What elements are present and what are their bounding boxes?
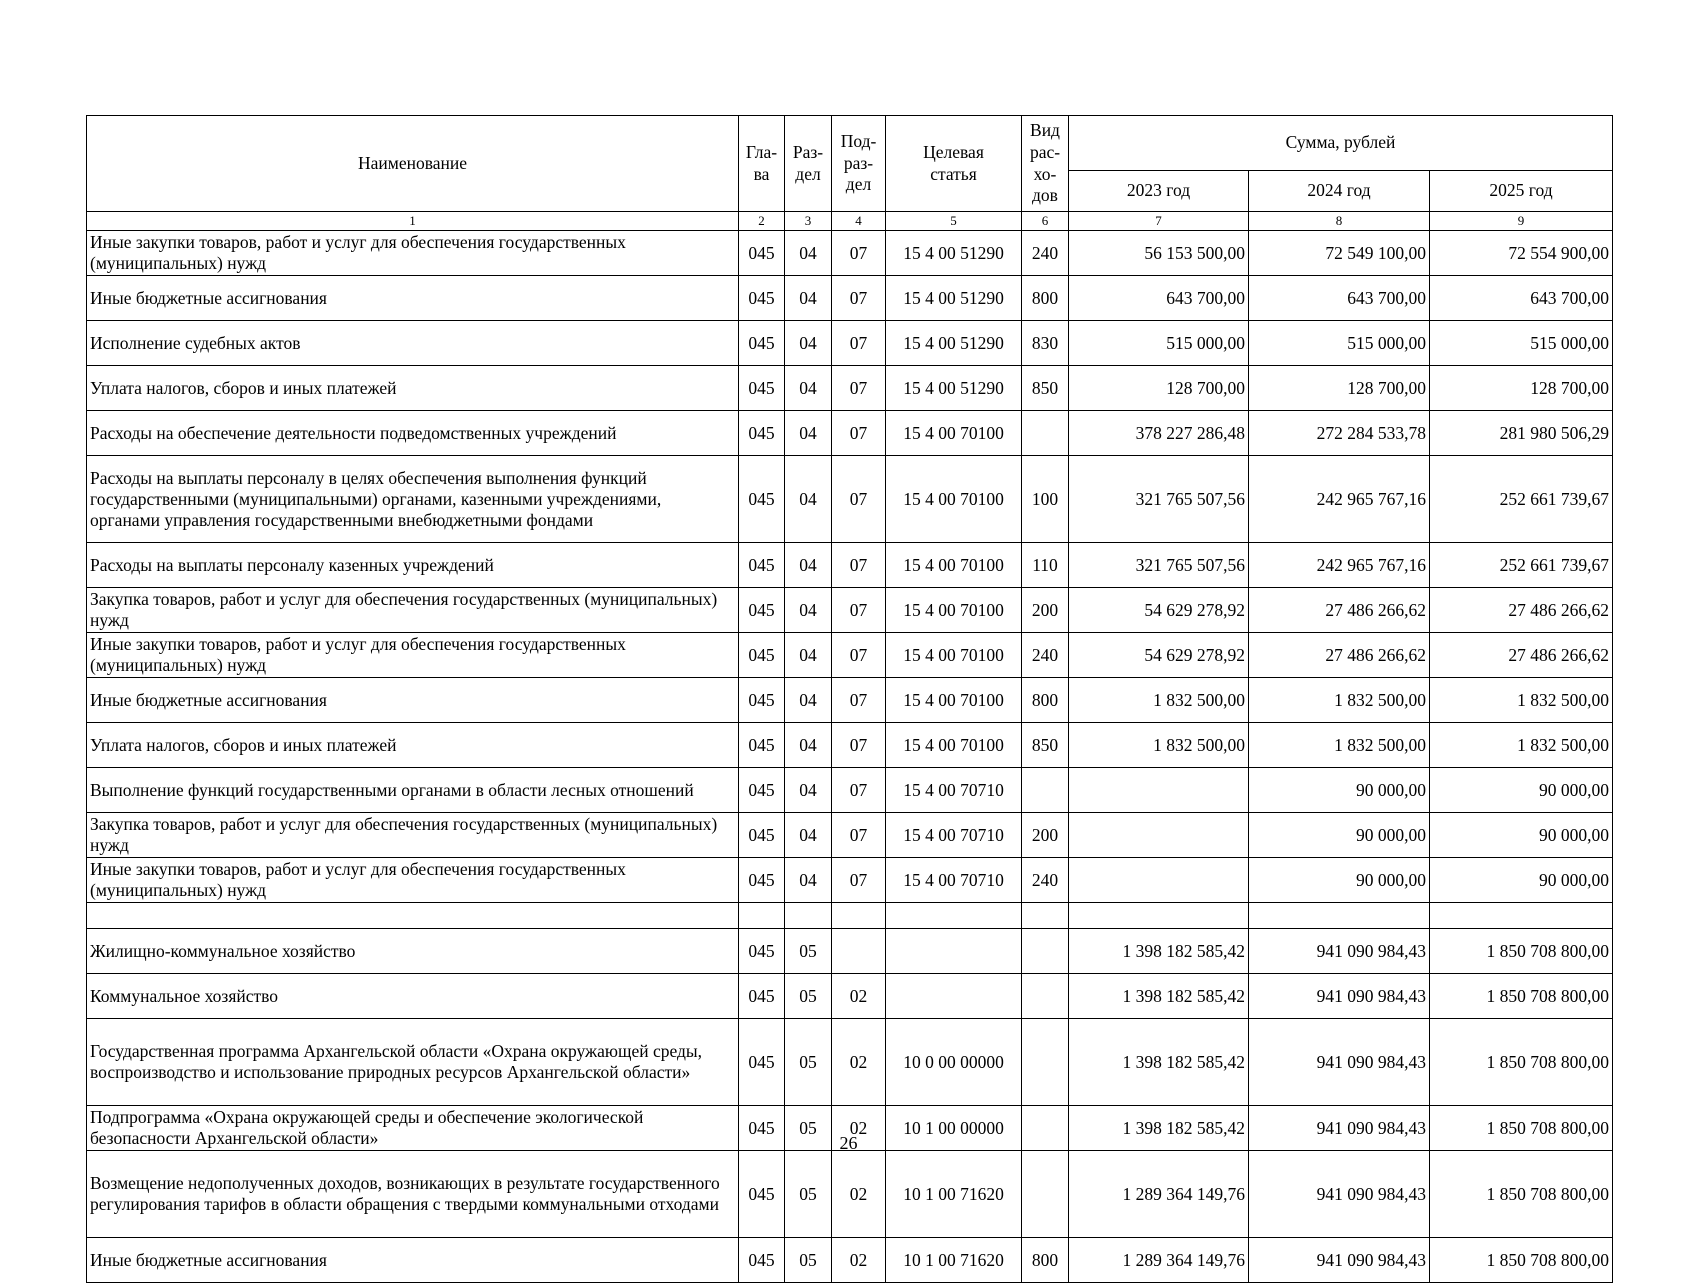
row-amount-2023: 1 289 364 149,76: [1069, 1151, 1249, 1238]
row-target-article: 15 4 00 51290: [886, 231, 1022, 276]
row-amount-2023: 56 153 500,00: [1069, 231, 1249, 276]
row-chapter: 045: [739, 456, 785, 543]
row-amount-2025: 27 486 266,62: [1430, 633, 1613, 678]
row-amount-2025: [1430, 903, 1613, 929]
row-amount-2025: 1 832 500,00: [1430, 678, 1613, 723]
row-amount-2023: 1 289 364 149,76: [1069, 1238, 1249, 1283]
row-chapter: 045: [739, 1151, 785, 1238]
column-number-row: [87, 212, 1613, 231]
row-subsection: 07: [832, 858, 886, 903]
row-section: 05: [785, 974, 832, 1019]
table-row: [87, 276, 1613, 321]
row-subsection: 07: [832, 321, 886, 366]
table-row: [87, 1238, 1613, 1283]
table-row: [87, 543, 1613, 588]
row-target-article: 10 1 00 71620: [886, 1151, 1022, 1238]
row-chapter: 045: [739, 1106, 785, 1151]
row-name: Уплата налогов, сборов и иных платежей: [87, 366, 739, 411]
row-chapter: 045: [739, 633, 785, 678]
row-amount-2025: 252 661 739,67: [1430, 543, 1613, 588]
row-expense-type: 200: [1022, 813, 1069, 858]
row-amount-2023: 1 832 500,00: [1069, 678, 1249, 723]
row-amount-2024: 242 965 767,16: [1249, 543, 1430, 588]
row-expense-type: [1022, 903, 1069, 929]
budget-table: [86, 115, 1613, 1283]
row-subsection: 07: [832, 231, 886, 276]
row-target-article: [886, 974, 1022, 1019]
row-target-article: 15 4 00 51290: [886, 276, 1022, 321]
row-target-article: 15 4 00 51290: [886, 366, 1022, 411]
row-amount-2024: 515 000,00: [1249, 321, 1430, 366]
row-amount-2025: 90 000,00: [1430, 858, 1613, 903]
row-subsection: 02: [832, 1019, 886, 1106]
row-subsection: 07: [832, 723, 886, 768]
row-amount-2025: 252 661 739,67: [1430, 456, 1613, 543]
row-expense-type: 800: [1022, 276, 1069, 321]
row-chapter: [739, 903, 785, 929]
row-amount-2023: 1 398 182 585,42: [1069, 929, 1249, 974]
table-row: [87, 633, 1613, 678]
row-chapter: 045: [739, 231, 785, 276]
row-name: Государственная программа Архангельской области «Охрана окружающей среды, воспроизводство и использование природных ресурсов Архангельской области»: [87, 1019, 739, 1106]
header-subsection: Под- раз- дел: [832, 116, 886, 212]
row-name: Закупка товаров, работ и услуг для обеспечения государственных (муниципальных) нужд: [87, 588, 739, 633]
row-amount-2024: 27 486 266,62: [1249, 588, 1430, 633]
table-row: [87, 929, 1613, 974]
row-amount-2023: 1 832 500,00: [1069, 723, 1249, 768]
row-expense-type: 830: [1022, 321, 1069, 366]
row-target-article: 15 4 00 51290: [886, 321, 1022, 366]
row-expense-type: 200: [1022, 588, 1069, 633]
row-amount-2024: 941 090 984,43: [1249, 1019, 1430, 1106]
row-amount-2025: 128 700,00: [1430, 366, 1613, 411]
row-amount-2023: 378 227 286,48: [1069, 411, 1249, 456]
table-row: [87, 456, 1613, 543]
row-target-article: [886, 929, 1022, 974]
row-amount-2025: 281 980 506,29: [1430, 411, 1613, 456]
row-section: 05: [785, 1106, 832, 1151]
row-name: Расходы на выплаты персоналу казенных учреждений: [87, 543, 739, 588]
row-target-article: [886, 903, 1022, 929]
header-year-2024: 2024 год: [1249, 171, 1430, 212]
row-name: Жилищно-коммунальное хозяйство: [87, 929, 739, 974]
row-name: Коммунальное хозяйство: [87, 974, 739, 1019]
row-target-article: 15 4 00 70100: [886, 588, 1022, 633]
table-row: [87, 231, 1613, 276]
row-name: Закупка товаров, работ и услуг для обеспечения государственных (муниципальных) нужд: [87, 813, 739, 858]
row-subsection: [832, 903, 886, 929]
column-number: 6: [1022, 212, 1069, 231]
row-target-article: 10 1 00 00000: [886, 1106, 1022, 1151]
column-number: 2: [739, 212, 785, 231]
row-name: Иные бюджетные ассигнования: [87, 678, 739, 723]
row-subsection: 02: [832, 974, 886, 1019]
row-amount-2025: 1 850 708 800,00: [1430, 974, 1613, 1019]
row-target-article: 15 4 00 70100: [886, 723, 1022, 768]
row-section: 04: [785, 411, 832, 456]
row-amount-2025: 72 554 900,00: [1430, 231, 1613, 276]
row-subsection: 07: [832, 276, 886, 321]
row-subsection: 07: [832, 678, 886, 723]
row-amount-2023: 128 700,00: [1069, 366, 1249, 411]
row-subsection: 07: [832, 366, 886, 411]
row-chapter: 045: [739, 411, 785, 456]
row-subsection: 07: [832, 633, 886, 678]
row-amount-2024: 1 832 500,00: [1249, 678, 1430, 723]
row-amount-2023: 1 398 182 585,42: [1069, 1019, 1249, 1106]
table-row: [87, 1151, 1613, 1238]
row-name: [87, 903, 739, 929]
row-section: 05: [785, 1151, 832, 1238]
row-name: Иные закупки товаров, работ и услуг для обеспечения государственных (муниципальных) нужд: [87, 231, 739, 276]
row-amount-2025: 1 850 708 800,00: [1430, 1151, 1613, 1238]
row-name: Иные закупки товаров, работ и услуг для обеспечения государственных (муниципальных) нужд: [87, 633, 739, 678]
header-target-article: Целевая статья: [886, 116, 1022, 212]
row-section: 05: [785, 929, 832, 974]
row-amount-2025: 90 000,00: [1430, 768, 1613, 813]
row-amount-2024: 941 090 984,43: [1249, 1106, 1430, 1151]
row-chapter: 045: [739, 678, 785, 723]
row-name: Иные бюджетные ассигнования: [87, 1238, 739, 1283]
row-name: Выполнение функций государственными органами в области лесных отношений: [87, 768, 739, 813]
row-section: 05: [785, 1238, 832, 1283]
column-number: 8: [1249, 212, 1430, 231]
row-expense-type: 850: [1022, 723, 1069, 768]
table-body: [87, 231, 1613, 1283]
table-row: [87, 321, 1613, 366]
row-name: Подпрограмма «Охрана окружающей среды и обеспечение экологической безопасности Архангельской области»: [87, 1106, 739, 1151]
column-number: 5: [886, 212, 1022, 231]
header-expense-type: Вид рас- хо- дов: [1022, 116, 1069, 212]
row-amount-2025: 1 850 708 800,00: [1430, 1019, 1613, 1106]
header-section: Раз- дел: [785, 116, 832, 212]
row-expense-type: [1022, 411, 1069, 456]
row-amount-2024: 90 000,00: [1249, 858, 1430, 903]
row-amount-2025: 1 850 708 800,00: [1430, 929, 1613, 974]
row-section: 04: [785, 588, 832, 633]
row-section: 04: [785, 678, 832, 723]
row-subsection: 07: [832, 588, 886, 633]
column-number: 1: [87, 212, 739, 231]
row-expense-type: 800: [1022, 1238, 1069, 1283]
header-chapter: Гла- ва: [739, 116, 785, 212]
row-section: 04: [785, 276, 832, 321]
column-number: 3: [785, 212, 832, 231]
row-amount-2024: 941 090 984,43: [1249, 1238, 1430, 1283]
table-row: [87, 588, 1613, 633]
row-target-article: 15 4 00 70100: [886, 456, 1022, 543]
row-section: 04: [785, 813, 832, 858]
row-section: 04: [785, 633, 832, 678]
row-subsection: 07: [832, 456, 886, 543]
row-target-article: 10 1 00 71620: [886, 1238, 1022, 1283]
row-chapter: 045: [739, 974, 785, 1019]
row-subsection: 07: [832, 768, 886, 813]
row-amount-2024: 643 700,00: [1249, 276, 1430, 321]
row-section: 04: [785, 231, 832, 276]
row-target-article: 15 4 00 70100: [886, 543, 1022, 588]
row-target-article: 15 4 00 70710: [886, 858, 1022, 903]
row-amount-2023: [1069, 813, 1249, 858]
row-expense-type: 800: [1022, 678, 1069, 723]
row-target-article: 10 0 00 00000: [886, 1019, 1022, 1106]
table-row: [87, 974, 1613, 1019]
row-subsection: [832, 929, 886, 974]
row-amount-2024: 941 090 984,43: [1249, 974, 1430, 1019]
row-amount-2024: 90 000,00: [1249, 768, 1430, 813]
row-section: 05: [785, 1019, 832, 1106]
row-target-article: 15 4 00 70100: [886, 633, 1022, 678]
table-row: [87, 858, 1613, 903]
row-subsection: 02: [832, 1238, 886, 1283]
row-chapter: 045: [739, 858, 785, 903]
row-target-article: 15 4 00 70710: [886, 768, 1022, 813]
row-amount-2025: 1 832 500,00: [1430, 723, 1613, 768]
table-row: [87, 678, 1613, 723]
row-amount-2024: 242 965 767,16: [1249, 456, 1430, 543]
row-chapter: 045: [739, 588, 785, 633]
row-amount-2023: 54 629 278,92: [1069, 633, 1249, 678]
row-amount-2023: 643 700,00: [1069, 276, 1249, 321]
row-expense-type: 110: [1022, 543, 1069, 588]
row-name: Иные бюджетные ассигнования: [87, 276, 739, 321]
row-amount-2024: 941 090 984,43: [1249, 1151, 1430, 1238]
row-amount-2025: 1 850 708 800,00: [1430, 1238, 1613, 1283]
row-chapter: 045: [739, 813, 785, 858]
row-section: 04: [785, 543, 832, 588]
table-row: [87, 366, 1613, 411]
row-name: Расходы на обеспечение деятельности подведомственных учреждений: [87, 411, 739, 456]
row-target-article: 15 4 00 70710: [886, 813, 1022, 858]
row-expense-type: [1022, 768, 1069, 813]
page-number: 26: [839, 1133, 858, 1153]
row-subsection: 07: [832, 543, 886, 588]
row-chapter: 045: [739, 543, 785, 588]
row-expense-type: [1022, 1019, 1069, 1106]
row-name: Исполнение судебных актов: [87, 321, 739, 366]
header-sum-group: Сумма, рублей: [1069, 116, 1613, 171]
row-amount-2025: 643 700,00: [1430, 276, 1613, 321]
row-amount-2023: 1 398 182 585,42: [1069, 1106, 1249, 1151]
row-expense-type: [1022, 1151, 1069, 1238]
row-section: 04: [785, 858, 832, 903]
row-chapter: 045: [739, 321, 785, 366]
row-target-article: 15 4 00 70100: [886, 411, 1022, 456]
row-amount-2024: 27 486 266,62: [1249, 633, 1430, 678]
row-expense-type: 240: [1022, 858, 1069, 903]
row-expense-type: [1022, 974, 1069, 1019]
row-chapter: 045: [739, 276, 785, 321]
row-amount-2025: 1 850 708 800,00: [1430, 1106, 1613, 1151]
row-expense-type: [1022, 929, 1069, 974]
table-row: [87, 411, 1613, 456]
row-amount-2023: 54 629 278,92: [1069, 588, 1249, 633]
row-chapter: 045: [739, 768, 785, 813]
row-amount-2024: 1 832 500,00: [1249, 723, 1430, 768]
header-name: Наименование: [87, 116, 739, 212]
row-amount-2025: 515 000,00: [1430, 321, 1613, 366]
table-row: [87, 813, 1613, 858]
table-row: [87, 723, 1613, 768]
row-section: 04: [785, 723, 832, 768]
table-row: [87, 903, 1613, 929]
row-section: [785, 903, 832, 929]
row-chapter: 045: [739, 1019, 785, 1106]
row-amount-2023: 321 765 507,56: [1069, 543, 1249, 588]
row-amount-2023: [1069, 768, 1249, 813]
row-amount-2023: 1 398 182 585,42: [1069, 974, 1249, 1019]
row-amount-2025: 27 486 266,62: [1430, 588, 1613, 633]
row-subsection: 02: [832, 1151, 886, 1238]
row-section: 04: [785, 321, 832, 366]
row-name: Возмещение недополученных доходов, возникающих в результате государственного регулирования тарифов в области обращения с твердыми коммунальными отходами: [87, 1151, 739, 1238]
row-expense-type: 240: [1022, 231, 1069, 276]
table-row: [87, 1019, 1613, 1106]
column-number: 4: [832, 212, 886, 231]
row-expense-type: 240: [1022, 633, 1069, 678]
row-expense-type: 100: [1022, 456, 1069, 543]
table-row: [87, 768, 1613, 813]
header-year-2025: 2025 год: [1430, 171, 1613, 212]
row-subsection: 02: [832, 1106, 886, 1151]
row-amount-2024: 72 549 100,00: [1249, 231, 1430, 276]
row-name: Расходы на выплаты персоналу в целях обеспечения выполнения функций государственными (муниципальными) органами, казенными учреждениями, органами управления государственными внебюджетными фондами: [87, 456, 739, 543]
row-target-article: 15 4 00 70100: [886, 678, 1022, 723]
row-amount-2023: [1069, 858, 1249, 903]
row-chapter: 045: [739, 929, 785, 974]
row-amount-2024: 941 090 984,43: [1249, 929, 1430, 974]
row-chapter: 045: [739, 366, 785, 411]
row-chapter: 045: [739, 723, 785, 768]
row-expense-type: 850: [1022, 366, 1069, 411]
column-number: 9: [1430, 212, 1613, 231]
row-section: 04: [785, 366, 832, 411]
row-amount-2023: 321 765 507,56: [1069, 456, 1249, 543]
row-amount-2024: 90 000,00: [1249, 813, 1430, 858]
row-amount-2024: [1249, 903, 1430, 929]
row-section: 04: [785, 768, 832, 813]
header-year-2023: 2023 год: [1069, 171, 1249, 212]
row-amount-2023: 515 000,00: [1069, 321, 1249, 366]
row-amount-2023: [1069, 903, 1249, 929]
row-name: Уплата налогов, сборов и иных платежей: [87, 723, 739, 768]
column-number: 7: [1069, 212, 1249, 231]
row-amount-2024: 272 284 533,78: [1249, 411, 1430, 456]
row-chapter: 045: [739, 1238, 785, 1283]
row-section: 04: [785, 456, 832, 543]
row-subsection: 07: [832, 411, 886, 456]
row-amount-2025: 90 000,00: [1430, 813, 1613, 858]
row-amount-2024: 128 700,00: [1249, 366, 1430, 411]
row-name: Иные закупки товаров, работ и услуг для обеспечения государственных (муниципальных) нужд: [87, 858, 739, 903]
row-subsection: 07: [832, 813, 886, 858]
